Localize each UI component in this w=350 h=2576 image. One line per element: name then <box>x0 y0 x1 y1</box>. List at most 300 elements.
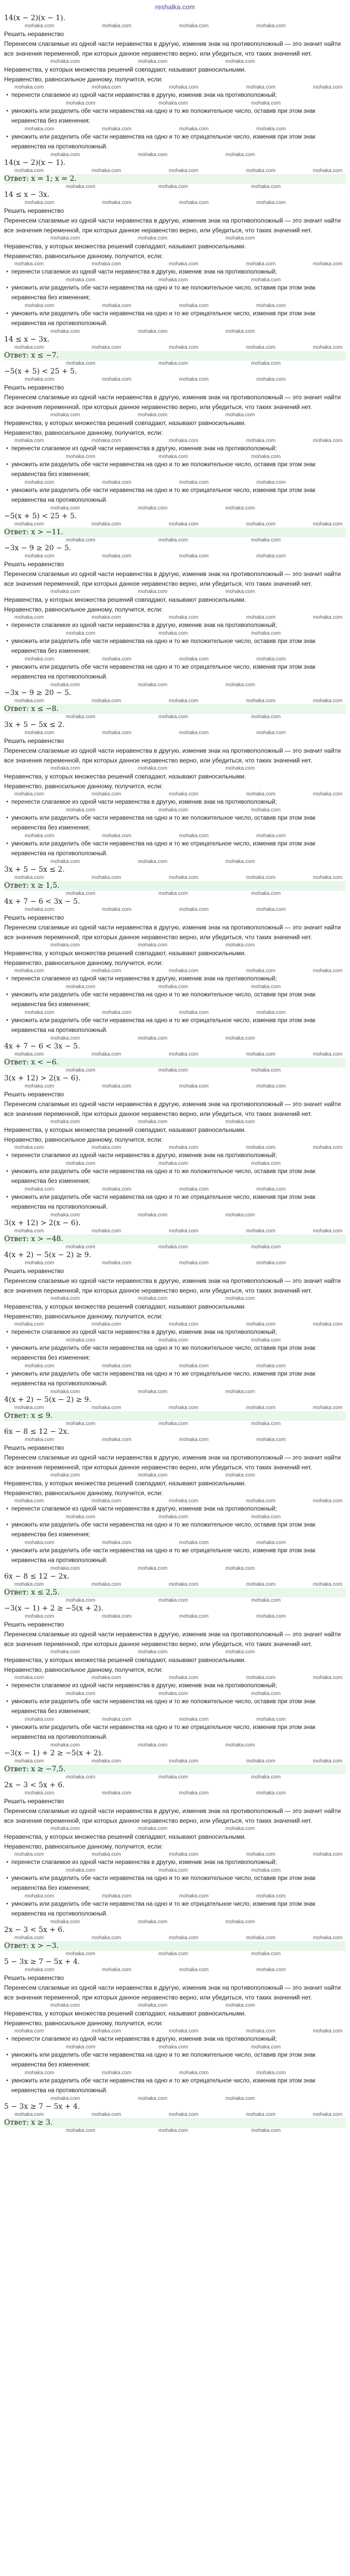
watermark-row <box>4 1826 346 1832</box>
watermark: mohaka.com <box>313 1758 343 1764</box>
watermark-row <box>4 1540 346 1546</box>
watermark: mohaka.com <box>256 480 286 485</box>
watermark-row <box>4 1260 346 1266</box>
watermark: mohaka.com <box>159 454 188 460</box>
solve-intro: Решить неравенство <box>4 914 64 921</box>
watermark: mohaka.com <box>25 377 55 382</box>
watermark: mohaka.com <box>66 807 96 813</box>
answer-line <box>4 1588 346 1598</box>
watermark: mohaka.com <box>179 730 209 736</box>
equivalence-lead: Неравенство, равносильное данному, получится, если: <box>4 606 163 613</box>
watermark: mohaka.com <box>92 968 121 974</box>
answer-value: x = 1; x = 2. <box>31 175 77 183</box>
watermark-row <box>4 454 346 460</box>
watermark: mohaka.com <box>92 698 121 704</box>
watermark-row <box>4 1919 346 1925</box>
equation-line: 4x + 7 − 6 < 3x − 5. <box>4 1042 80 1050</box>
rule-bullet: • умножить или разделить обе части неравенства на одно и то же положительное число, оставив при этом знак неравенства без изменения; <box>4 2050 346 2070</box>
watermark: mohaka.com <box>225 859 255 865</box>
watermark: mohaka.com <box>14 1321 44 1327</box>
site-header[interactable] <box>0 0 350 13</box>
rule-bullet: • умножить или разделить обе части неравенства на одно и то же отрицательное число, изменив при этом знак неравенства на противоположный. <box>4 2076 346 2096</box>
watermark: mohaka.com <box>138 412 168 418</box>
watermark: mohaka.com <box>92 1582 121 1587</box>
watermark: mohaka.com <box>313 84 343 90</box>
rule-title: Перенесем слагаемые из одной части неравенства в другую, изменив знак на противоположный — это значит найти все значения переменной, при которых данное неравенство верно, или убедиться, что таких значений нет. <box>4 570 341 587</box>
watermark-row <box>4 1514 346 1520</box>
watermark-row <box>4 1935 346 1941</box>
watermark: mohaka.com <box>225 235 255 241</box>
watermark: mohaka.com <box>169 84 199 90</box>
watermark: mohaka.com <box>102 1790 132 1796</box>
watermark: mohaka.com <box>179 1260 209 1266</box>
watermark: mohaka.com <box>246 1758 276 1764</box>
watermark-row <box>4 438 346 444</box>
watermark: mohaka.com <box>25 126 55 132</box>
watermark-row <box>4 1405 346 1411</box>
watermark: mohaka.com <box>246 1582 276 1587</box>
watermark: mohaka.com <box>66 1691 96 1697</box>
answer-line <box>4 1765 346 1774</box>
watermark: mohaka.com <box>14 1228 44 1234</box>
rule-bullet: • перенести слагаемое из одной части неравенства в другую, изменив знак на противоположный; <box>4 267 346 277</box>
problem-line: −5(x + 5) < 25 + 5. <box>4 367 77 376</box>
answer-label: Ответ: <box>4 1765 31 1773</box>
answer-label: Ответ: <box>4 528 31 536</box>
rule-bullet: • перенести слагаемое из одной части неравенства в другую, изменив знак на противоположный; <box>4 621 346 631</box>
watermark: mohaka.com <box>313 1052 343 1057</box>
watermark: mohaka.com <box>169 615 199 620</box>
watermark: mohaka.com <box>251 361 281 366</box>
watermark-row <box>4 833 346 839</box>
watermark: mohaka.com <box>50 589 80 595</box>
watermark: mohaka.com <box>14 615 44 620</box>
problem-line: −3x − 9 ≥ 20 − 5. <box>4 544 72 552</box>
watermark: mohaka.com <box>256 1083 286 1089</box>
watermark: mohaka.com <box>14 791 44 797</box>
watermark: mohaka.com <box>102 1540 132 1546</box>
equation-line: 2x − 3 < 5x + 6. <box>4 1926 65 1934</box>
watermark: mohaka.com <box>25 1083 55 1089</box>
watermark: mohaka.com <box>50 2003 80 2008</box>
watermark: mohaka.com <box>138 1389 168 1395</box>
watermark: mohaka.com <box>256 907 286 912</box>
watermark: mohaka.com <box>251 184 281 190</box>
rule-bullet: • умножить или разделить обе части неравенства на одно и то же отрицательное число, изменив при этом знак неравенства на противоположный. <box>4 839 346 859</box>
watermark: mohaka.com <box>256 1010 286 1015</box>
watermark: mohaka.com <box>25 1790 55 1796</box>
watermark: mohaka.com <box>14 2028 44 2034</box>
watermark: mohaka.com <box>138 859 168 865</box>
rule-bullet: • умножить или разделить обе части неравенства на одно и то же отрицательное число, изменив при этом знак неравенства на противоположный. <box>4 663 346 682</box>
watermark-row <box>4 1742 346 1749</box>
watermark: mohaka.com <box>251 100 281 106</box>
watermark-row <box>4 807 346 814</box>
watermark: mohaka.com <box>138 1742 168 1748</box>
watermark: mohaka.com <box>169 1675 199 1681</box>
watermark: mohaka.com <box>246 698 276 704</box>
watermark: mohaka.com <box>25 1717 55 1722</box>
watermark-row <box>4 168 346 174</box>
watermark: mohaka.com <box>251 631 281 636</box>
watermark: mohaka.com <box>138 1296 168 1301</box>
watermark: mohaka.com <box>102 303 132 309</box>
watermark-row <box>4 412 346 418</box>
watermark: mohaka.com <box>256 730 286 736</box>
watermark: mohaka.com <box>179 377 209 382</box>
equivalence-lead: Неравенство, равносильное данному, получится, если: <box>4 959 163 967</box>
watermark: mohaka.com <box>50 152 80 158</box>
watermark: mohaka.com <box>225 412 255 418</box>
watermark: mohaka.com <box>50 505 80 511</box>
watermark: mohaka.com <box>179 1967 209 1973</box>
answer-line <box>4 351 346 361</box>
answer-value: x ≥ 1,5. <box>31 882 60 890</box>
watermark-row <box>4 2112 346 2118</box>
answer-label: Ответ: <box>4 2119 31 2127</box>
watermark: mohaka.com <box>179 1614 209 1619</box>
watermark: mohaka.com <box>159 1337 188 1343</box>
rule-bullet: • умножить или разделить обе части неравенства на одно и то же отрицательное число, изменив при этом знак неравенства на противоположный. <box>4 1016 346 1036</box>
watermark: mohaka.com <box>25 1260 55 1266</box>
watermark: mohaka.com <box>50 1649 80 1655</box>
answer-line <box>4 1234 346 1244</box>
equivalence-lead: Неравенство, равносильное данному, получится, если: <box>4 2020 163 2027</box>
problem-line: 4(x + 2) − 5(x − 2) ≥ 9. <box>4 1251 92 1259</box>
watermark: mohaka.com <box>159 807 188 813</box>
watermark: mohaka.com <box>14 968 44 974</box>
rule-bullet: • умножить или разделить обе части неравенства на одно и то же положительное число, оставив при этом знак неравенства без изменения; <box>4 637 346 656</box>
watermark: mohaka.com <box>138 682 168 688</box>
rule-bullet: • перенести слагаемое из одной части неравенства в другую, изменив знак на противоположный; <box>4 1681 346 1691</box>
watermark: mohaka.com <box>313 345 343 350</box>
watermark: mohaka.com <box>138 1826 168 1832</box>
site-title[interactable]: reshalka.com <box>155 3 195 11</box>
watermark: mohaka.com <box>251 454 281 460</box>
watermark-row <box>4 100 346 107</box>
watermark-row <box>4 656 346 663</box>
watermark-row <box>4 1868 346 1874</box>
watermark: mohaka.com <box>246 345 276 350</box>
watermark: mohaka.com <box>66 100 96 106</box>
watermark: mohaka.com <box>92 1321 121 1327</box>
watermark: mohaka.com <box>179 23 209 29</box>
watermark: mohaka.com <box>159 537 188 543</box>
watermark: mohaka.com <box>66 184 96 190</box>
watermark: mohaka.com <box>169 1582 199 1587</box>
watermark: mohaka.com <box>169 1145 199 1150</box>
watermark-row <box>4 303 346 309</box>
answer-label: Ответ: <box>4 175 31 183</box>
watermark: mohaka.com <box>159 1514 188 1520</box>
watermark-row <box>4 553 346 560</box>
watermark: mohaka.com <box>25 833 55 839</box>
answer-label: Ответ: <box>4 1235 31 1243</box>
rule-bullet: • умножить или разделить обе части неравенства на одно и то же положительное число, оставив при этом знак неравенства без изменения; <box>4 990 346 1010</box>
watermark: mohaka.com <box>50 1742 80 1748</box>
watermark: mohaka.com <box>251 1514 281 1520</box>
watermark: mohaka.com <box>251 537 281 543</box>
watermark: mohaka.com <box>256 1363 286 1369</box>
watermark: mohaka.com <box>102 907 132 912</box>
watermark: mohaka.com <box>138 942 168 948</box>
watermark-row <box>4 480 346 486</box>
watermark: mohaka.com <box>313 1228 343 1234</box>
watermark-row <box>4 1774 346 1781</box>
watermark: mohaka.com <box>50 412 80 418</box>
watermark: mohaka.com <box>66 984 96 990</box>
watermark: mohaka.com <box>92 2028 121 2034</box>
watermark-row <box>4 942 346 948</box>
watermark: mohaka.com <box>50 1826 80 1832</box>
solve-intro: Решить неравенство <box>4 737 64 744</box>
watermark-row <box>4 1614 346 1620</box>
watermark: mohaka.com <box>159 1244 188 1250</box>
rule-bullet: • умножить или разделить обе части неравенства на одно и то же положительное число, оставив при этом знак неравенства без изменения; <box>4 1697 346 1717</box>
watermark-row <box>4 1083 346 1090</box>
watermark: mohaka.com <box>50 1389 80 1395</box>
answer-value: x < −6. <box>31 1058 59 1066</box>
watermark: mohaka.com <box>169 2028 199 2034</box>
watermark: mohaka.com <box>14 521 44 527</box>
watermark-row <box>4 730 346 736</box>
answer-label: Ответ: <box>4 1942 31 1950</box>
watermark-row <box>4 1421 346 1427</box>
watermark: mohaka.com <box>92 84 121 90</box>
watermark: mohaka.com <box>251 1868 281 1873</box>
watermark-row <box>4 1119 346 1125</box>
watermark: mohaka.com <box>138 766 168 771</box>
watermark: mohaka.com <box>138 1566 168 1571</box>
watermark: mohaka.com <box>225 1919 255 1925</box>
watermark-row <box>4 1145 346 1151</box>
watermark: mohaka.com <box>179 907 209 912</box>
watermark: mohaka.com <box>102 553 132 559</box>
watermark: mohaka.com <box>25 1010 55 1015</box>
watermark: mohaka.com <box>102 1967 132 1973</box>
watermark: mohaka.com <box>313 1935 343 1941</box>
watermark: mohaka.com <box>102 833 132 839</box>
watermark: mohaka.com <box>92 1852 121 1857</box>
watermark-row <box>4 1582 346 1588</box>
equivalence-lead: Неравенство, равносильное данному, получится, если: <box>4 1313 163 1320</box>
watermark: mohaka.com <box>102 1083 132 1089</box>
watermark: mohaka.com <box>66 2044 96 2050</box>
watermark: mohaka.com <box>25 1967 55 1973</box>
watermark: mohaka.com <box>92 1052 121 1057</box>
watermark-row <box>4 1363 346 1369</box>
watermark-row <box>4 2028 346 2035</box>
watermark: mohaka.com <box>50 1472 80 1478</box>
watermark: mohaka.com <box>225 1566 255 1571</box>
watermark-row <box>4 1893 346 1900</box>
watermark-row <box>4 1472 346 1479</box>
watermark: mohaka.com <box>14 1405 44 1411</box>
rule-title: Неравенства, у которых множества решений совпадают, называют равносильными. <box>4 66 246 73</box>
watermark: mohaka.com <box>66 361 96 366</box>
watermark: mohaka.com <box>25 1187 55 1192</box>
watermark: mohaka.com <box>92 345 121 350</box>
watermark: mohaka.com <box>313 698 343 704</box>
answer-value: x ≤ 9. <box>31 1412 53 1420</box>
rule-title: Перенесем слагаемые из одной части неравенства в другую, изменив знак на противоположный — это значит найти все значения переменной, при которых данное неравенство верно, или убедиться, что таких значений нет. <box>4 1454 341 1471</box>
problem-line: 2x − 3 < 5x + 6. <box>4 1781 65 1789</box>
watermark-row <box>4 682 346 688</box>
watermark: mohaka.com <box>246 438 276 444</box>
rule-title: Неравенства, у которых множества решений совпадают, называют равносильными. <box>4 1833 246 1840</box>
watermark-row <box>4 59 346 65</box>
rule-bullet: • умножить или разделить обе части неравенства на одно и то же отрицательное число, изменив при этом знак неравенства на противоположный. <box>4 309 346 329</box>
watermark-row <box>4 345 346 351</box>
watermark: mohaka.com <box>50 329 80 334</box>
watermark: mohaka.com <box>102 480 132 485</box>
watermark: mohaka.com <box>92 168 121 174</box>
watermark: mohaka.com <box>25 656 55 662</box>
watermark: mohaka.com <box>25 1437 55 1443</box>
watermark: mohaka.com <box>92 615 121 620</box>
watermark: mohaka.com <box>313 2112 343 2117</box>
watermark: mohaka.com <box>50 1566 80 1571</box>
rule-bullet: • умножить или разделить обе части неравенства на одно и то же положительное число, оставив при этом знак неравенства без изменения; <box>4 107 346 126</box>
watermark: mohaka.com <box>313 615 343 620</box>
watermark-row <box>4 152 346 158</box>
watermark: mohaka.com <box>246 2112 276 2117</box>
watermark: mohaka.com <box>14 1145 44 1150</box>
rule-bullet: • перенести слагаемое из одной части неравенства в другую, изменив знак на противоположный; <box>4 1328 346 1337</box>
watermark-row <box>4 1598 346 1604</box>
watermark: mohaka.com <box>225 152 255 158</box>
watermark: mohaka.com <box>256 1967 286 1973</box>
watermark: mohaka.com <box>159 714 188 720</box>
watermark-row <box>4 907 346 913</box>
watermark: mohaka.com <box>92 1405 121 1411</box>
watermark: mohaka.com <box>256 553 286 559</box>
watermark: mohaka.com <box>159 1691 188 1697</box>
watermark: mohaka.com <box>50 1036 80 1041</box>
answer-value: x ≥ −7,5. <box>31 1765 66 1773</box>
watermark: mohaka.com <box>25 730 55 736</box>
watermark-row <box>4 891 346 897</box>
problem-line: −3(x − 1) + 2 ≥ −5(x + 2). <box>4 1604 103 1613</box>
watermark: mohaka.com <box>102 1010 132 1015</box>
watermark: mohaka.com <box>102 200 132 206</box>
watermark: mohaka.com <box>251 891 281 896</box>
watermark-row <box>4 1389 346 1395</box>
watermark: mohaka.com <box>92 2112 121 2117</box>
watermark-row <box>4 875 346 881</box>
watermark: mohaka.com <box>66 1337 96 1343</box>
watermark: mohaka.com <box>246 875 276 880</box>
watermark: mohaka.com <box>102 730 132 736</box>
rule-bullet: • умножить или разделить обе части неравенства на одно и то же отрицательное число, изменив при этом знак неравенства на противоположный. <box>4 1900 346 1919</box>
rule-title: Перенесем слагаемые из одной части неравенства в другую, изменив знак на противоположный — это значит найти все значения переменной, при которых данное неравенство верно, или убедиться, что таких значений нет. <box>4 1807 341 1824</box>
watermark: mohaka.com <box>313 521 343 527</box>
watermark: mohaka.com <box>92 791 121 797</box>
answer-line <box>4 1411 346 1421</box>
watermark-row <box>4 1010 346 1016</box>
watermark: mohaka.com <box>225 1296 255 1301</box>
watermark: mohaka.com <box>313 1405 343 1411</box>
rule-title: Перенесем слагаемые из одной части неравенства в другую, изменив знак на противоположный — это значит найти все значения переменной, при которых данное неравенство верно, или убедиться, что таких значений нет. <box>4 40 341 57</box>
watermark: mohaka.com <box>179 1083 209 1089</box>
watermark: mohaka.com <box>25 1893 55 1899</box>
rule-bullet: • умножить или разделить обе части неравенства на одно и то же положительное число, оставив при этом знак неравенства без изменения; <box>4 1167 346 1187</box>
watermark: mohaka.com <box>256 1614 286 1619</box>
watermark: mohaka.com <box>256 1437 286 1443</box>
watermark-row <box>4 329 346 335</box>
watermark: mohaka.com <box>256 833 286 839</box>
watermark: mohaka.com <box>159 891 188 896</box>
watermark: mohaka.com <box>225 1472 255 1478</box>
answer-value: x ≤ −7. <box>31 351 59 360</box>
watermark-row <box>4 1212 346 1218</box>
watermark: mohaka.com <box>179 656 209 662</box>
watermark: mohaka.com <box>225 2003 255 2008</box>
watermark: mohaka.com <box>159 1868 188 1873</box>
watermark: mohaka.com <box>169 261 199 267</box>
answer-label: Ответ: <box>4 1588 31 1597</box>
watermark-row <box>4 23 346 29</box>
watermark: mohaka.com <box>102 377 132 382</box>
watermark-row <box>4 1566 346 1572</box>
watermark: mohaka.com <box>92 1675 121 1681</box>
watermark: mohaka.com <box>14 1582 44 1587</box>
equation-line: 5 − 3x ≥ 7 − 5x + 4. <box>4 2103 80 2111</box>
watermark: mohaka.com <box>66 537 96 543</box>
watermark: mohaka.com <box>256 656 286 662</box>
watermark-row <box>4 377 346 383</box>
watermark: mohaka.com <box>92 1935 121 1941</box>
watermark-row <box>4 698 346 704</box>
watermark: mohaka.com <box>102 1717 132 1722</box>
watermark: mohaka.com <box>225 1649 255 1655</box>
rule-title: Неравенства, у которых множества решений совпадают, называют равносильными. <box>4 1656 246 1664</box>
watermark-row <box>4 1951 346 1957</box>
rule-title: Перенесем слагаемые из одной части неравенства в другую, изменив знак на противоположный — это значит найти все значения переменной, при которых данное неравенство верно, или убедиться, что таких значений нет. <box>4 1100 341 1117</box>
answer-value: x > −11. <box>31 528 63 536</box>
watermark: mohaka.com <box>169 1405 199 1411</box>
rule-bullet: • умножить или разделить обе части неравенства на одно и то же отрицательное число, изменив при этом знак неравенства на противоположный. <box>4 1193 346 1212</box>
watermark: mohaka.com <box>159 361 188 366</box>
watermark-row <box>4 261 346 267</box>
watermark-row <box>4 505 346 512</box>
problem-line: 3x + 5 − 5x ≤ 2. <box>4 721 65 729</box>
watermark: mohaka.com <box>256 1260 286 1266</box>
watermark-row <box>4 1036 346 1042</box>
watermark: mohaka.com <box>225 59 255 64</box>
watermark: mohaka.com <box>25 1363 55 1369</box>
solve-intro: Решить неравенство <box>4 1091 64 1098</box>
rule-bullet: • перенести слагаемое из одной части неравенства в другую, изменив знак на противоположный; <box>4 1858 346 1868</box>
watermark: mohaka.com <box>246 1405 276 1411</box>
rule-bullet: • перенести слагаемое из одной части неравенства в другую, изменив знак на противоположный; <box>4 798 346 807</box>
watermark-row <box>4 1649 346 1655</box>
watermark: mohaka.com <box>92 1228 121 1234</box>
watermark: mohaka.com <box>179 480 209 485</box>
answer-value: x ≤ −8. <box>31 705 59 713</box>
watermark: mohaka.com <box>251 1067 281 1073</box>
watermark: mohaka.com <box>102 1363 132 1369</box>
rule-title: Перенесем слагаемые из одной части неравенства в другую, изменив знак на противоположный — это значит найти все значения переменной, при которых данное неравенство верно, или убедиться, что таких значений нет. <box>4 1277 341 1294</box>
answer-label: Ответ: <box>4 705 31 713</box>
equivalence-lead: Неравенство, равносильное данному, получится, если: <box>4 76 163 83</box>
watermark: mohaka.com <box>102 2070 132 2076</box>
watermark: mohaka.com <box>225 329 255 334</box>
watermark: mohaka.com <box>159 631 188 636</box>
watermark: mohaka.com <box>179 1790 209 1796</box>
watermark: mohaka.com <box>159 1774 188 1780</box>
rule-title: Перенесем слагаемые из одной части неравенства в другую, изменив знак на противоположный — это значит найти все значения переменной, при которых данное неравенство верно, или убедиться, что таких значений нет. <box>4 747 341 764</box>
